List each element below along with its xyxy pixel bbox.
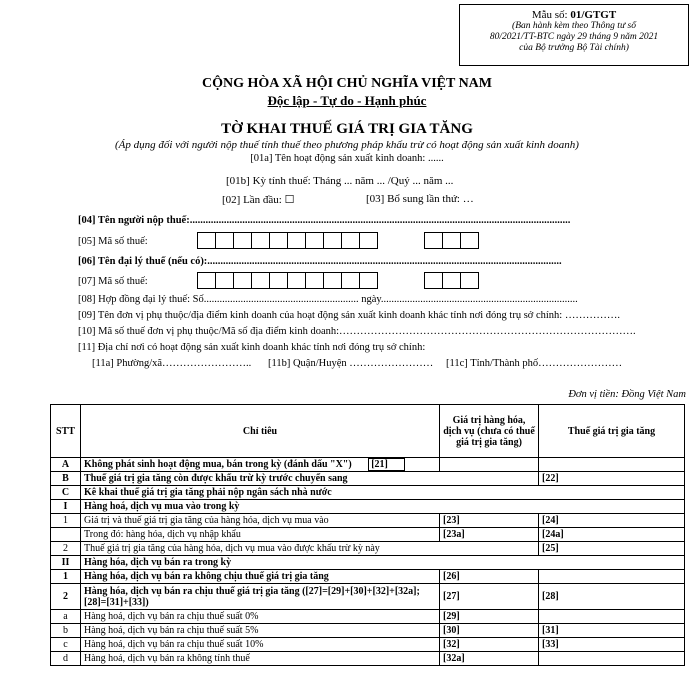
field-09-branch-name[interactable]: [09] Tên đơn vị phụ thuộc/địa điểm kinh doanh của hoạt động sản xuất kinh doanh khác tỉnh nơi đóng trụ sở chính: ……………. <box>78 310 620 321</box>
form-subtitle: (Áp dụng đối với người nộp thuế tính thuế theo phương pháp khấu trừ có hoạt động sản xuất kinh doanh) <box>115 139 579 151</box>
form-code-value: 01/GTGT <box>570 9 617 21</box>
row-code-a[interactable]: [26] <box>440 570 539 584</box>
tax-code-cell[interactable] <box>306 233 324 248</box>
row-stt: 2 <box>51 584 81 610</box>
row-stt: 2 <box>51 542 81 556</box>
tax-declaration-table <box>50 404 685 666</box>
row-label: Hàng hoá, dịch vụ bán ra chịu thuế suất 0% <box>81 610 440 624</box>
tax-code-cell[interactable] <box>443 233 461 248</box>
tax-code-cell[interactable] <box>425 273 443 288</box>
tax-code-cell[interactable] <box>270 273 288 288</box>
row-label: Thuế giá trị gia tăng còn được khấu trừ kỳ trước chuyển sang <box>81 472 539 486</box>
row-code-b[interactable]: [31] <box>539 624 685 638</box>
tax-code-cell[interactable] <box>216 233 234 248</box>
tax-code-cell[interactable] <box>425 233 443 248</box>
currency-unit: Đơn vị tiền: Đồng Việt Nam <box>568 389 686 400</box>
row-stt: a <box>51 610 81 624</box>
tax-code-cell[interactable] <box>324 273 342 288</box>
row-stt: d <box>51 652 81 666</box>
tax-code-cell[interactable] <box>234 233 252 248</box>
table-row <box>51 500 685 514</box>
field-05-tax-code-label: [05] Mã số thuế: <box>78 236 148 247</box>
table-row <box>51 624 685 638</box>
tax-code-cell[interactable] <box>234 273 252 288</box>
header-vat: Thuế giá trị gia tăng <box>539 405 685 458</box>
row-cell-a[interactable] <box>440 458 539 472</box>
row-code-b[interactable]: [33] <box>539 638 685 652</box>
tax-code-cell[interactable] <box>252 233 270 248</box>
table-row <box>51 486 685 500</box>
table-row <box>51 458 685 472</box>
row-code-a[interactable]: [23] <box>440 514 539 528</box>
field-11b-district[interactable]: [11b] Quận/Huyện …………………… <box>268 358 434 369</box>
tax-code-grid-07[interactable] <box>197 272 378 289</box>
table-row <box>51 570 685 584</box>
row-stt: B <box>51 472 81 486</box>
table-row <box>51 610 685 624</box>
tax-code-grid-05[interactable] <box>197 232 378 249</box>
header-goods-value: Giá trị hàng hóa, dịch vụ (chưa có thuế giá trị gia tăng) <box>440 405 539 458</box>
table-header-row <box>51 405 685 458</box>
row-label: Kê khai thuế giá trị gia tăng phải nộp ngân sách nhà nước <box>81 486 685 500</box>
row-stt: I <box>51 500 81 514</box>
row-label: Hàng hoá, dịch vụ bán ra không tính thuế <box>81 652 440 666</box>
row-code-b[interactable]: [25] <box>539 542 685 556</box>
row-stt: 1 <box>51 570 81 584</box>
row-label: Thuế giá trị gia tăng của hàng hóa, dịch vụ mua vào được khấu trừ kỳ này <box>81 542 539 556</box>
row-label: Giá trị và thuế giá trị gia tăng của hàng hóa, dịch vụ mua vào <box>81 514 440 528</box>
tax-code-cell[interactable] <box>461 233 479 248</box>
tax-code-cell[interactable] <box>461 273 479 288</box>
row-cell-b <box>539 610 685 624</box>
form-note-2: 80/2021/TT-BTC ngày 29 tháng 9 năm 2021 <box>489 32 659 42</box>
field-06-agent-name[interactable]: [06] Tên đại lý thuế (nếu có):....................................................................................................................................... <box>78 256 562 267</box>
tax-code-branch-grid-07[interactable] <box>424 272 479 289</box>
row-cell-b <box>539 652 685 666</box>
country-name: CỘNG HÒA XÃ HỘI CHỦ NGHĨA VIỆT NAM <box>201 76 492 91</box>
field-07-agent-tax-code-label: [07] Mã số thuế: <box>78 276 148 287</box>
row-label: Hàng hóa, dịch vụ bán ra chịu thuế giá trị gia tăng ([27]=[29]+[30]+[32]+[32a]; [28]=[31]+[33]) <box>81 584 440 610</box>
tax-code-cell[interactable] <box>443 273 461 288</box>
tax-code-cell[interactable] <box>198 233 216 248</box>
tax-code-cell[interactable] <box>252 273 270 288</box>
field-03-supplement[interactable]: [03] Bổ sung lần thứ: … <box>366 193 474 205</box>
row-cell-b <box>539 570 685 584</box>
form-note-3: của Bộ trưởng Bộ Tài chính) <box>519 43 629 53</box>
table-row <box>51 472 685 486</box>
row-stt <box>51 528 81 542</box>
table-row <box>51 514 685 528</box>
tax-code-cell[interactable] <box>288 273 306 288</box>
field-01b[interactable]: [01b] Kỳ tính thuế: Tháng ... năm ... /Quý ... năm ... <box>226 175 454 187</box>
row-label <box>81 458 440 472</box>
row-code-a[interactable]: [32] <box>440 638 539 652</box>
field-11-address: [11] Địa chỉ nơi có hoạt động sản xuất kinh doanh khác tỉnh nơi đóng trụ sở chính: <box>78 342 426 353</box>
row-stt: A <box>51 458 81 472</box>
tax-code-cell[interactable] <box>342 233 360 248</box>
form-code-label: Mẫu số: <box>531 9 568 21</box>
field-04-taxpayer-name[interactable]: [04] Tên người nộp thuế:................................................................................................................................................. <box>78 215 571 226</box>
row-stt: c <box>51 638 81 652</box>
field-10-branch-tax-code[interactable]: [10] Mã số thuế đơn vị phụ thuộc/Mã số địa điểm kinh doanh:…………………………………………………………………………. <box>78 326 636 337</box>
table-row <box>51 542 685 556</box>
form-code-box <box>459 4 689 66</box>
row-label: Trong đó: hàng hóa, dịch vụ nhập khẩu <box>81 528 440 542</box>
national-motto: Độc lập - Tự do - Hạnh phúc <box>267 93 427 108</box>
row-label-text: Không phát sinh hoạt động mua, bán trong kỳ (đánh dấu "X") <box>84 458 352 470</box>
row-code-a[interactable]: [30] <box>440 624 539 638</box>
row-code-a[interactable]: [27] <box>440 584 539 610</box>
table-row <box>51 584 685 610</box>
tax-code-cell[interactable] <box>306 273 324 288</box>
row-code-a[interactable]: [29] <box>440 610 539 624</box>
tax-code-cell[interactable] <box>324 233 342 248</box>
table-row <box>51 556 685 570</box>
row-label: Hàng hóa, dịch vụ bán ra trong kỳ <box>81 556 685 570</box>
row-stt: C <box>51 486 81 500</box>
row-label: Hàng hóa, dịch vụ bán ra không chịu thuế giá trị gia tăng <box>81 570 440 584</box>
tax-code-branch-grid-05[interactable] <box>424 232 479 249</box>
tax-code-cell[interactable] <box>360 233 378 248</box>
row-label: Hàng hoá, dịch vụ bán ra chịu thuế suất 10% <box>81 638 440 652</box>
form-code <box>460 9 688 21</box>
header-chi-tieu: Chỉ tiêu <box>81 405 440 458</box>
form-title: TỜ KHAI THUẾ GIÁ TRỊ GIA TĂNG <box>221 121 473 137</box>
row-label: Hàng hoá, dịch vụ mua vào trong kỳ <box>81 500 685 514</box>
row-label: Hàng hoá, dịch vụ bán ra chịu thuế suất 5% <box>81 624 440 638</box>
field-11a-ward[interactable]: [11a] Phường/xã…………………….. <box>92 358 252 369</box>
row-code-a[interactable]: [23a] <box>440 528 539 542</box>
row-code-a[interactable]: [21] <box>368 458 405 471</box>
tax-code-cell[interactable] <box>360 273 378 288</box>
row-stt: II <box>51 556 81 570</box>
field-02-first-time[interactable]: [02] Lần đầu: ☐ <box>222 194 295 206</box>
field-01a[interactable]: [01a] Tên hoạt động sản xuất kinh doanh: ...... <box>250 153 444 164</box>
header-stt: STT <box>51 405 81 458</box>
row-code-b[interactable]: [28] <box>539 584 685 610</box>
tax-code-cell[interactable] <box>342 273 360 288</box>
row-code-b[interactable]: [24a] <box>539 528 685 542</box>
row-code-a[interactable]: [32a] <box>440 652 539 666</box>
field-08-agent-contract[interactable]: [08] Hợp đồng đại lý thuế: Số........................................................... ngày........................................................................... <box>78 294 578 305</box>
row-code-b[interactable]: [22] <box>539 472 685 486</box>
row-stt: b <box>51 624 81 638</box>
table-row <box>51 652 685 666</box>
table-row <box>51 528 685 542</box>
row-code-b[interactable]: [24] <box>539 514 685 528</box>
tax-code-cell[interactable] <box>198 273 216 288</box>
form-note-1: (Ban hành kèm theo Thông tư số <box>512 21 636 31</box>
table-row <box>51 638 685 652</box>
tax-code-cell[interactable] <box>216 273 234 288</box>
tax-code-cell[interactable] <box>288 233 306 248</box>
row-stt: 1 <box>51 514 81 528</box>
field-11c-province[interactable]: [11c] Tỉnh/Thành phố…………………… <box>446 358 623 369</box>
row-cell-b[interactable] <box>539 458 685 472</box>
tax-code-cell[interactable] <box>270 233 288 248</box>
